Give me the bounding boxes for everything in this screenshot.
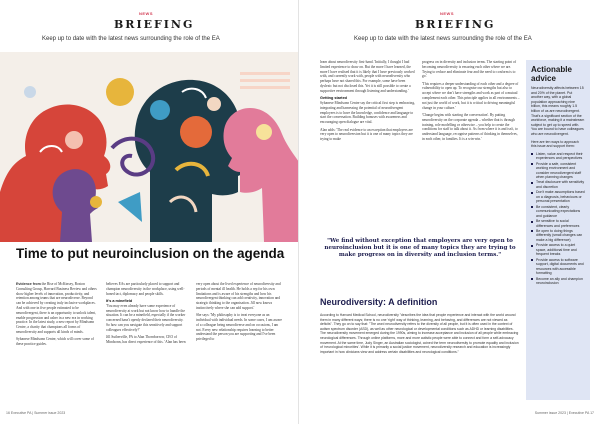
column-2-text-3: 'Change begins with starting the conversation'. By putting neurodiversity on the corporate agenda – whether that is through training, role modelling or otherwise – you help to create the conditions for staff to talk about it. As from where it is and isn't, to understand language, recognise patterns of thinking in themselves, in each other, in families. It is a win-win.' — [422, 112, 518, 141]
advice-item: Treat disclosure with sensitivity and discretion — [531, 180, 585, 189]
article-headline: Time to put neuroinclusion on the agenda — [16, 246, 285, 261]
advice-item: Don't make assumptions based on a diagnosis, behaviours or personal presentation — [531, 190, 585, 204]
column-3-text: very open about the lived experience of neurodiversity and periods of mental ill health. He holds a rep for his own limitations and is aware of his strengths and how his neurodivergent thinking can add creativity, innovation and strategic thinking to the organisation. Jill now knows instinctively where she can add support.' — [196, 282, 281, 310]
advice-item: Become an ally and champion neuroinclusion — [531, 277, 585, 286]
briefing-tagline: Keep up to date with the latest news surrounding the role of the EA — [42, 36, 220, 42]
advice-item: Provide a safe, consistent working environment and consider neurodivergent staff when planning changes — [531, 162, 585, 180]
definition-text: According to Harvard Medical School, neurodiversity "describes the idea that people experience and interact with the world around them in many different ways; there is no one 'right' way of thinking, learning, and behaving, and differences are not viewed as deficits". They go on to say that: "The word neurodiversity refers to the diversity of all people, but it is often used in the context of autism spectrum disorder (ASD), as well as other neurological or developmental conditions such as ADHD or learning disabilities. The neurodiversity movement emerged during the 1990s, aiming to increase acceptance and inclusion of all people while embracing neurological differences. Through online platforms, more and more autistic people were able to connect and form a self-advocacy movement. At the same time, Judy Singer, an Australian sociologist, coined the term neurodiversity to promote equality and inclusion of 'neurological minorities'. While it is primarily a social justice movement, neurodiversity research and education is increasingly important in how clinicians view and address certain disabilities and neurological conditions." — [320, 313, 519, 354]
column-1-text-2: Sybanese Mindsonn Centre, which will cover some of these practice guides. — [16, 337, 94, 347]
column-1-text-3: Alan adds: 'The real evidence to an exception that employers are very open to neurodiversion but it is one of many topics they are trying to make — [320, 127, 413, 142]
left-page — [0, 0, 299, 424]
page-folio-right: Summer issue 2023 | Executive PA 17 — [534, 411, 594, 415]
article-column-1 — [16, 282, 98, 349]
advice-item: Be consistent, clearly communicating expectations and guidance — [531, 205, 585, 219]
article-column-2 — [106, 282, 188, 347]
hero-illustration — [0, 52, 299, 242]
advice-item: Provide access to software support, digital documents and resources with accessible formatting — [531, 258, 585, 276]
column-2-text: believes EAs are particularly placed to support and champion neurodiversity in the workplace, using well-honed tact, diplomacy and people skills. — [106, 282, 185, 296]
right-page — [300, 0, 600, 424]
column-1-text-2: Sybanese Mindsonn Centre say the critical first step is embracing, integrating and harnessing the potential of neurodivergent employees is to have the knowledge, confidence and language to start the conversation. Building bonuses with awareness and encouraging open dialogue are vital. — [320, 101, 416, 125]
definition-title: Neurodiversity: A definition — [320, 297, 438, 307]
article-column-3 — [196, 282, 284, 345]
actionable-advice-sidebar — [526, 60, 590, 400]
neurodiversity-illustration — [0, 52, 299, 242]
page-folio-left: 16 Executive PA | Summer issue 2023 — [6, 411, 66, 415]
sidebar-intro: Neurodiversity affects between 15 and 20% of the planet. Put another way, with a global population approaching nine billion, this means roughly 1.5 billion of us are neurodivergent. That's a significant section of the workforce, making it a mainstream subject to get up to speed with. You are bound to have colleagues who are neurodivergent. — [531, 86, 585, 136]
sidebar-lead: Here are ten ways to approach this issue and support them: — [531, 139, 579, 149]
advice-list — [531, 152, 585, 286]
advice-item: Be open to doing things differently (small changes can make a big difference) — [531, 229, 585, 243]
briefing-masthead: BRIEFING — [114, 18, 195, 31]
article-column-1 — [320, 60, 416, 144]
advice-item: Listen, value and respect their experiences and perspectives — [531, 152, 585, 161]
news-kicker: NEWS — [139, 11, 153, 16]
pull-quote: "We find without exception that employers are very open to neuroinclusion but it is one of many topics they are trying to make progress on in diversity and inclusion terms." — [324, 238, 516, 259]
column-2-text-2: 'You may even already have some experience of neurodiversity at work but not know how to handle the situation. It can be a minefield, especially if the worker concerned hasn't openly declared their neurodiversity. So how can you navigate this sensitively and support colleagues effectively?' — [106, 303, 186, 332]
column-2-text: progress on in diversity and inclusion terms. The starting point of becoming neurodiversity is ensuring each other where we are. Trying to reduce and eliminate fear and the need to conform is to go.' — [422, 60, 517, 79]
subhead-getting-started: Getting started — [320, 96, 348, 101]
column-2-text-2: 'This requires a deeper understanding of each other and a degree of vulnerability to open up. To recognise our strengths but also to accept where we don't have strengths and work as part of a mutual complement each other. This principle applies in all environments – not just the world of work, but it is critical to driving meaningful change in your culture.' — [422, 81, 520, 110]
advice-item: Be sensitive to social differences and preferences — [531, 219, 585, 228]
briefing-tagline: Keep up to date with the latest news surrounding the role of the EA — [354, 36, 532, 42]
column-1-text: the Rise of McKinsey, Boston Consulting Group, Harvard Business Review and others show higher levels of innovation, productivity, and retention among teams that are neurodiverse. Beyond can be achieved by creating truly inclusive workplaces. And with one in five people estimated to be neurodivergent, there is an opportunity to unlock talent, enable progression and usher in a new era in working practice. In the latest study, a new report by Mindsonn Centre, a charity that champions all forms of neurodiversity and supports all kinds of minds. — [16, 282, 97, 334]
subhead-minefield: It's a minefield — [106, 298, 133, 303]
news-kicker: NEWS — [440, 11, 454, 16]
advice-item: Provide access to a quiet space, additional time and frequent breaks — [531, 243, 585, 257]
lead-in-bold: Evidence from — [16, 282, 41, 286]
sidebar-title: Actionable advice — [531, 65, 572, 83]
column-1-text: learn about neurodiversity first-hand. 'Initially, I thought I had limited experience to draw on. But the more I have learned, the more I have realised that it is likely that I have previously worked with, and currently work with, people with neurodiversity who perhaps have not shared this. For example, some have been dyslexic but not disclosed this. Yet it is still possible to create a supportive environment through listening and understanding.' — [320, 60, 415, 93]
article-column-2 — [422, 60, 520, 144]
column-2-text-3: Jill Sutherville, PA to Alan Thornborrow, CEO of Mindsonn, has direct experience of this. 'Alan has been — [106, 335, 186, 344]
briefing-masthead: BRIEFING — [415, 18, 496, 31]
column-3-text-2: She says: 'My philosophy is to treat everyone as an individual with individual needs. In some cases, I am aware of a colleague being neurodiverse and on occasions, I am not. Every new relationship requires learning to better understand the person you are supporting and I've been privileged to — [196, 313, 282, 342]
